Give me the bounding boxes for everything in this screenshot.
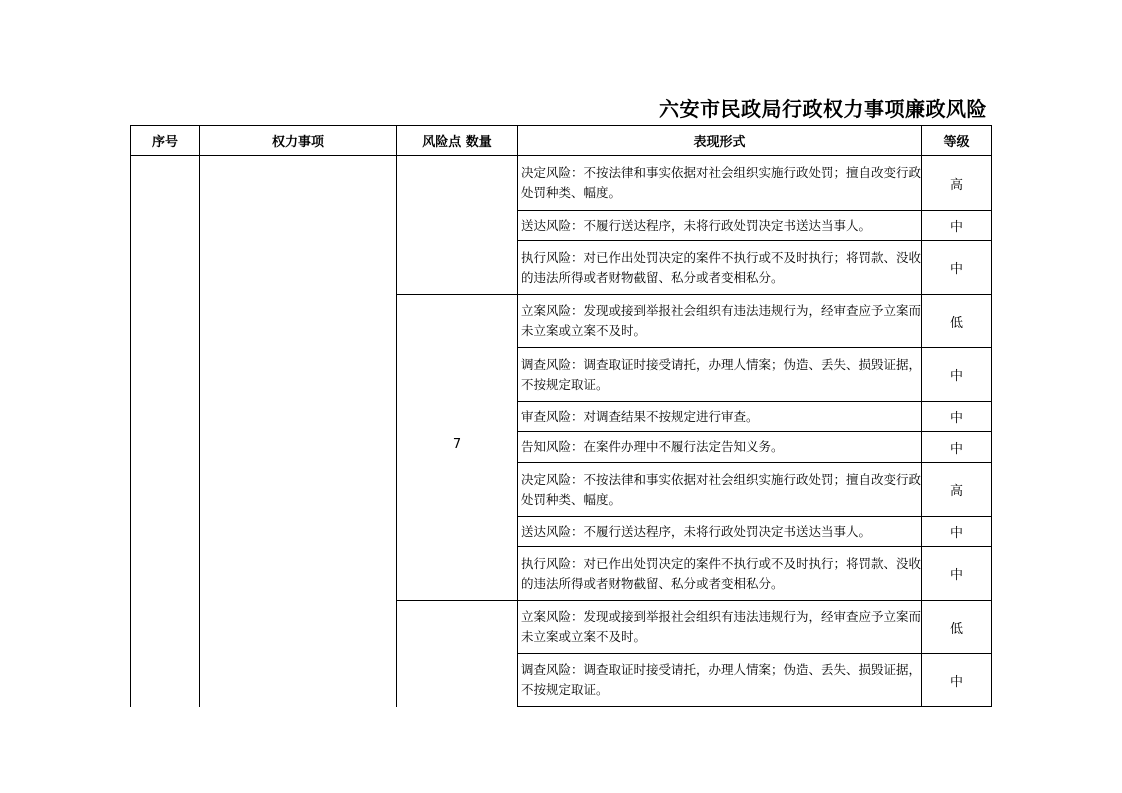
row-level: 低 bbox=[949, 315, 963, 331]
row-level: 中 bbox=[949, 369, 963, 384]
col-border-2 bbox=[396, 125, 397, 707]
row-form-text: 决定风险：不按法律和事实依据对社会组织实施行政处罚；擅自改变行政处罚种类、幅度。 bbox=[521, 165, 922, 200]
row-form-text: 调查风险：调查取证时接受请托，办理人情案；伪造、丢失、损毁证据，不按规定取证。 bbox=[521, 356, 922, 392]
col-border-1 bbox=[199, 125, 200, 707]
row-level: 中 bbox=[949, 526, 963, 541]
row-border bbox=[517, 706, 992, 707]
group-risk-count: 7 bbox=[452, 437, 462, 452]
row-form-text: 执行风险：对已作出处罚决定的案件不执行或不及时执行；将罚款、没收的违法所得或者财物截留、私分或者变相私分。 bbox=[521, 249, 922, 285]
row-form-text: 送达风险：不履行送达程序，未将行政处罚决定书送达当事人。 bbox=[521, 217, 872, 233]
header-risk-count: 风险点 数量 bbox=[422, 135, 492, 150]
page-title: 六安市民政局行政权力事项廉政风险 bbox=[659, 97, 987, 121]
header-level: 等级 bbox=[943, 135, 970, 150]
row-form-text: 立案风险：发现或接到举报社会组织有违法违规行为，经审查应予立案而未立案或立案不及时。 bbox=[521, 609, 922, 644]
group-separator bbox=[396, 600, 518, 601]
row-level: 中 bbox=[949, 568, 963, 583]
row-form-text: 执行风险：对已作出处罚决定的案件不执行或不及时执行；将罚款、没收的违法所得或者财物截留、私分或者变相私分。 bbox=[521, 555, 922, 591]
row-form-text: 决定风险：不按法律和事实依据对社会组织实施行政处罚；擅自改变行政处罚种类、幅度。 bbox=[521, 471, 922, 507]
row-form-text: 审查风险：对调查结果不按规定进行审查。 bbox=[521, 408, 759, 424]
col-border-5 bbox=[991, 125, 992, 707]
row-level: 中 bbox=[949, 411, 963, 426]
header-power-item: 权力事项 bbox=[271, 135, 324, 150]
row-level: 高 bbox=[949, 484, 963, 499]
row-level: 低 bbox=[949, 621, 963, 637]
title-clip bbox=[0, 88, 992, 124]
header-seq: 序号 bbox=[151, 135, 178, 150]
table-top-border bbox=[130, 125, 992, 126]
row-level: 高 bbox=[949, 177, 963, 193]
row-level: 中 bbox=[949, 441, 963, 457]
row-form-text: 送达风险：不履行送达程序，未将行政处罚决定书送达当事人。 bbox=[521, 523, 872, 539]
row-form-text: 立案风险：发现或接到举报社会组织有违法违规行为，经审查应予立案而未立案或立案不及时。 bbox=[521, 303, 922, 338]
row-level: 中 bbox=[949, 220, 963, 235]
row-form-text: 调查风险：调查取证时接受请托，办理人情案；伪造、丢失、损毁证据，不按规定取证。 bbox=[521, 662, 922, 697]
row-level: 中 bbox=[949, 262, 963, 277]
group-separator bbox=[396, 294, 518, 295]
row-form-text: 告知风险：在案件办理中不履行法定告知义务。 bbox=[521, 439, 784, 454]
col-border-0 bbox=[130, 125, 131, 707]
header-form: 表现形式 bbox=[693, 135, 746, 150]
row-level: 中 bbox=[949, 674, 963, 690]
